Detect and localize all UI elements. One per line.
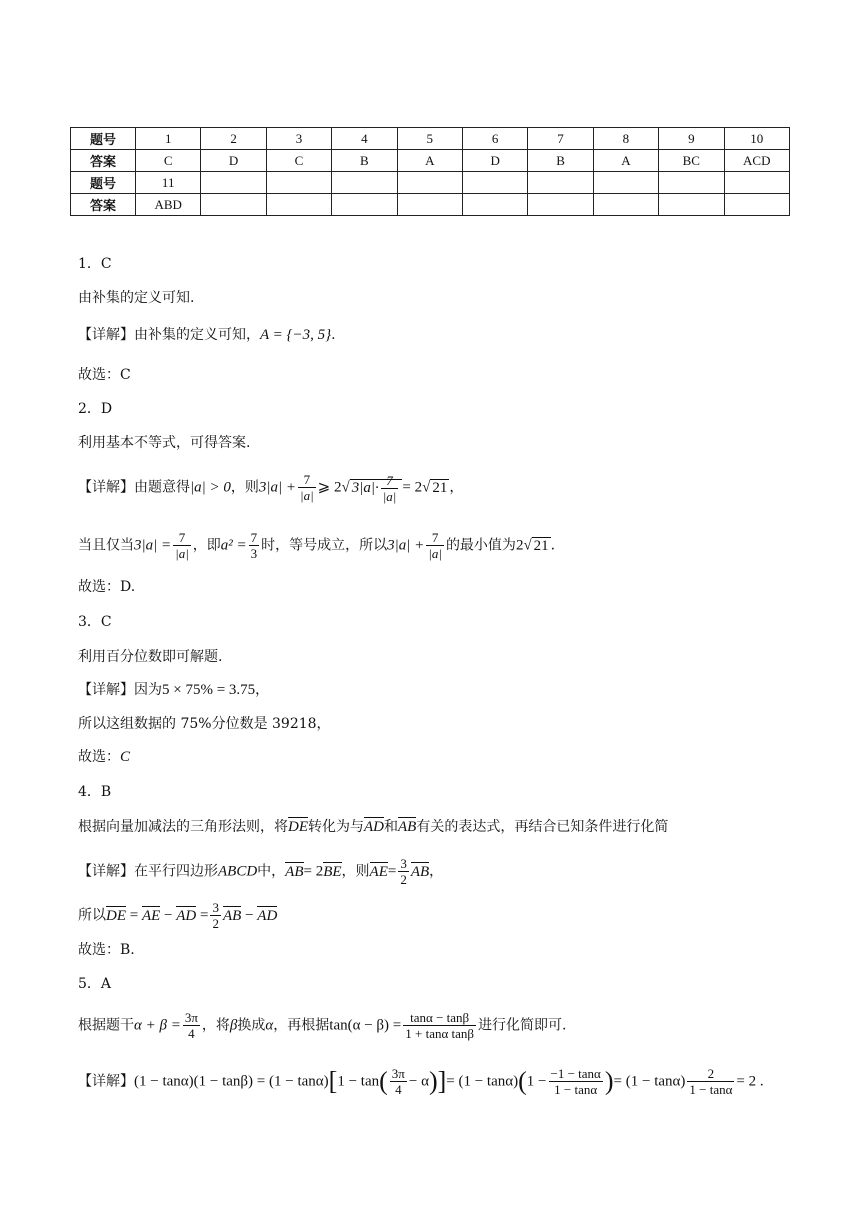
sqrt-sign: √ <box>523 537 532 554</box>
table-cell: B <box>528 150 593 172</box>
detail-text: ，则 <box>230 479 259 496</box>
vector: AE <box>369 863 388 880</box>
detail-text: 时，等号成立，所以 <box>261 537 388 554</box>
detail-text: 由题意得 <box>134 479 190 496</box>
punct: . <box>331 327 336 343</box>
table-cell: 6 <box>462 128 527 150</box>
detail-line <box>78 326 336 344</box>
detail-text: 当且仅当 <box>78 537 134 554</box>
table-cell <box>201 194 266 216</box>
vector: AB <box>222 907 242 924</box>
hint-text: 由补集的定义可知. <box>78 290 195 306</box>
table-cell <box>724 194 789 216</box>
math-expr: |a| > 0 <box>190 479 231 496</box>
vector: DE <box>106 907 126 924</box>
vector: AD <box>176 907 197 924</box>
vector: AD <box>364 819 384 835</box>
table-cell <box>659 172 724 194</box>
table-cell <box>201 172 266 194</box>
sqrt-body: 3|a|· $\frac{7}{|a|}$ <box>350 479 403 496</box>
table-cell: 11 <box>136 172 201 194</box>
answer-title: 1．C <box>78 256 112 272</box>
table-cell: 10 <box>724 128 789 150</box>
final-answer: 故选：B. <box>78 942 135 958</box>
table-cell: ACD <box>724 150 789 172</box>
sqrt-body: 21 <box>432 479 448 496</box>
punct: . <box>550 537 556 554</box>
table-row <box>71 172 790 194</box>
detail-text: 因为 <box>134 682 162 698</box>
math-expr: A = {−3, 5} <box>260 327 332 343</box>
vector: AE <box>141 907 161 924</box>
vector: AD <box>257 907 278 924</box>
vector: AB <box>285 863 304 880</box>
table-cell: C <box>136 150 201 172</box>
fraction: $\frac{3}{2}$ <box>400 856 407 887</box>
math-expr: 3|a| + <box>258 479 296 496</box>
sqrt-sign: √ <box>341 479 350 496</box>
detail-label: 【详解】 <box>78 479 134 496</box>
table-cell <box>528 172 593 194</box>
table-cell <box>266 172 331 194</box>
final-answer: 故选：C <box>78 367 131 383</box>
answer-title: 2．D <box>78 401 113 417</box>
table-cell: 1 <box>136 128 201 150</box>
table-cell: BC <box>659 150 724 172</box>
table-cell: 题号 <box>71 172 136 194</box>
table-cell: 9 <box>659 128 724 150</box>
math-expr: = 2 <box>402 479 423 496</box>
table-cell <box>462 194 527 216</box>
detail-label: 【详解】 <box>78 1073 134 1090</box>
detail-text: 的最小值为 <box>445 537 516 554</box>
table-cell <box>593 194 658 216</box>
fraction: $\frac{\tan\alpha - \tan\beta}{\text{1 + tanα tanβ}}$ <box>405 1010 475 1041</box>
fraction: $\frac{2}{1 - \tan\alpha}$ <box>689 1066 733 1097</box>
detail-line: 所以这组数据的 75%分位数是 39218， <box>78 716 331 732</box>
table-cell: 题号 <box>71 128 136 150</box>
detail-label: 【详解】 <box>78 863 134 880</box>
detail-label: 【详解】 <box>78 682 134 698</box>
final-answer: 故选：D. <box>78 579 136 595</box>
math-expr: a² = <box>220 537 247 554</box>
hint-text: 利用百分位数即可解题. <box>78 649 223 665</box>
sqrt-sign: √ <box>422 479 431 496</box>
fraction: $\frac{3\pi}{4}$ <box>184 1010 198 1041</box>
table-cell: ABD <box>136 194 201 216</box>
vector: DE <box>288 819 308 835</box>
hint-text: 利用基本不等式，可得答案. <box>78 435 251 451</box>
hint-text: 根据向量加减法的三角形法则，将DE转化为与AD和AB有关的表达式，再结合已知条件进行化简 <box>78 819 669 835</box>
math-expr: ⩾ 2 <box>317 479 342 496</box>
table-cell <box>593 172 658 194</box>
table-row <box>71 128 790 150</box>
table-cell: B <box>332 150 397 172</box>
table-cell: D <box>201 150 266 172</box>
fraction: $\frac{7}{3}$ <box>250 530 258 561</box>
answer-title: 4．B <box>78 784 112 800</box>
fraction: $\frac{7}{|a|}$ <box>382 472 397 504</box>
math-expr: 3|a| + <box>387 537 425 554</box>
table-cell: 2 <box>201 128 266 150</box>
detail-line: 所以DE = AE − AD = $\frac{3}{2}$ AB − AD <box>78 900 278 931</box>
vector: BE <box>323 863 342 880</box>
fraction: $\frac{-1 - \tan\alpha}{1 - \tan\alpha}$ <box>550 1066 601 1097</box>
table-cell <box>528 194 593 216</box>
punct: ， <box>255 682 270 698</box>
detail-line: 【详解】在平行四边形ABCD中，AB= 2BE，则AE= $\frac{3}{2}$ AB， <box>78 856 444 887</box>
table-cell: A <box>593 150 658 172</box>
answer-table <box>70 127 790 216</box>
fraction: $\frac{3}{2}$ <box>212 900 219 931</box>
table-cell: 8 <box>593 128 658 150</box>
table-cell: A <box>397 150 462 172</box>
table-cell <box>397 194 462 216</box>
table-cell <box>332 194 397 216</box>
table-cell <box>462 172 527 194</box>
table-cell: 3 <box>266 128 331 150</box>
table-cell <box>266 194 331 216</box>
detail-line <box>78 681 269 699</box>
table-cell <box>397 172 462 194</box>
math-expr: 5 × 75% = 3.75 <box>162 682 256 698</box>
detail-line <box>78 472 463 504</box>
answer-title: 3．C <box>78 614 112 630</box>
table-cell: 5 <box>397 128 462 150</box>
vector: AB <box>398 819 417 835</box>
detail-text: ，即 <box>192 537 221 554</box>
final-answer: 故选：C <box>78 749 131 765</box>
table-cell: 答案 <box>71 194 136 216</box>
hint-text: 根据题干α + β = $\frac{3\pi}{4}$ ，将β换成α，再根据tan(α − β) = $\frac{\tan\alpha - \tan\beta}{\text{1 + tanα tanβ}}$ 进行化简即可. <box>78 1010 567 1041</box>
vector: AB <box>410 863 430 880</box>
math-expr: 2 <box>515 537 524 554</box>
answer-title: 5．A <box>78 976 112 992</box>
detail-line: 【详解】(1 − tanα)(1 − tanβ) = (1 − tanα)[1 − tan( $\frac{3\pi}{4}$ − α)]= (1 − tanα)(1 − $\frac{-1 - \tan\alpha}{1 - \tan\alpha}$ )= (1 − tanα) $\frac{2}{1 - \tan\alpha}$ = 2 . <box>78 1066 764 1097</box>
table-cell: D <box>462 150 527 172</box>
table-cell: 4 <box>332 128 397 150</box>
sqrt-body: 21 <box>533 537 549 554</box>
table-cell <box>659 194 724 216</box>
table-row <box>71 194 790 216</box>
table-cell: 7 <box>528 128 593 150</box>
detail-line <box>78 530 555 561</box>
fraction: $\frac{7}{|a|}$ <box>175 530 189 561</box>
table-cell <box>332 172 397 194</box>
fraction: $\frac{3\pi}{4}$ <box>391 1066 405 1097</box>
fraction: $\frac{7}{|a|}$ <box>428 530 442 561</box>
punct: ， <box>449 479 464 496</box>
detail-label: 【详解】 <box>78 327 134 343</box>
table-cell: C <box>266 150 331 172</box>
table-cell <box>724 172 789 194</box>
table-cell: 答案 <box>71 150 136 172</box>
detail-text: 由补集的定义可知， <box>134 327 260 343</box>
fraction: $\frac{7}{|a|}$ <box>300 472 314 503</box>
math-expr: 3|a| = <box>134 537 172 554</box>
table-row <box>71 150 790 172</box>
